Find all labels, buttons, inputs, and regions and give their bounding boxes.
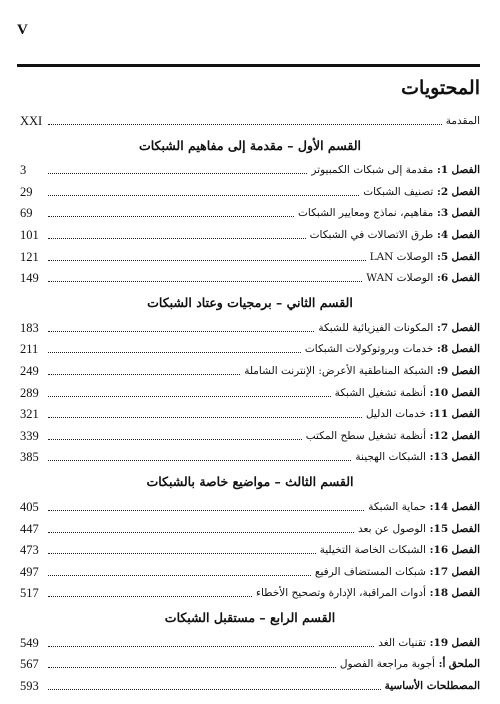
toc-page-number: 69 xyxy=(20,206,33,221)
chapter-title: الشبكات الخاصة التخيلية xyxy=(319,544,426,557)
chapter-colon: : xyxy=(425,636,434,649)
chapter-colon: : xyxy=(425,429,434,442)
chapter-prefix: الفصل xyxy=(451,408,480,421)
toc-entry-label xyxy=(296,204,480,222)
toc-entry-label xyxy=(364,405,480,423)
chapter-number: 18 xyxy=(433,587,449,600)
toc-entry-label xyxy=(338,655,480,673)
chapter-prefix: الفصل xyxy=(451,228,480,241)
toc-entry-chapter-16[interactable] xyxy=(20,538,480,560)
leader-dots xyxy=(48,259,366,261)
chapter-colon: : xyxy=(433,207,441,220)
page-number: V xyxy=(17,22,28,38)
leader-dots xyxy=(48,172,307,174)
chapter-colon: : xyxy=(433,164,441,177)
section-heading: القسم الثاني – برمجيات وعتاد الشبكات xyxy=(147,295,353,311)
toc-page-number: 385 xyxy=(20,450,39,465)
chapter-prefix: الفصل xyxy=(451,185,480,198)
toc-entry-label xyxy=(376,634,480,652)
toc-page-number: 549 xyxy=(20,635,39,650)
chapter-colon: : xyxy=(425,451,434,464)
chapter-number: 5 xyxy=(440,250,449,263)
chapter-number: 1 xyxy=(440,164,449,177)
chapter-title: الوصلات WAN xyxy=(366,272,434,285)
chapter-colon: : xyxy=(433,185,441,198)
section-heading: القسم الأول – مقدمة إلى مفاهيم الشبكات xyxy=(138,137,362,153)
chapter-number: 8 xyxy=(440,343,449,356)
toc-page-number: 447 xyxy=(20,521,39,536)
chapter-colon: : xyxy=(425,386,434,399)
toc-entry-chapter-10[interactable] xyxy=(20,380,480,402)
chapter-prefix: الفصل xyxy=(451,429,480,442)
toc-page-number: 29 xyxy=(20,184,33,199)
toc-entry-chapter-19[interactable] xyxy=(20,630,480,652)
toc-entry-label xyxy=(368,248,480,266)
chapter-title: الشبكات الهجينة xyxy=(355,451,426,464)
toc-entry-chapter-18[interactable] xyxy=(20,581,480,603)
chapter-prefix: الفصل xyxy=(451,164,480,177)
chapter-title: شبكات المستضاف الرفيع xyxy=(314,565,426,578)
toc-entry-chapter-17[interactable] xyxy=(20,559,480,581)
toc-entry-appendix[interactable] xyxy=(20,652,480,674)
chapter-prefix: الفصل xyxy=(451,587,480,600)
chapter-colon: : xyxy=(434,658,443,671)
toc-page-number: 517 xyxy=(20,586,39,601)
chapter-colon: : xyxy=(425,587,434,600)
toc-entry-chapter-3[interactable] xyxy=(20,201,480,223)
chapter-number: 11 xyxy=(433,408,449,421)
toc-page-number: 183 xyxy=(20,320,39,335)
leader-dots xyxy=(48,509,364,511)
toc-page-number: 405 xyxy=(20,499,39,514)
toc-page-number: 149 xyxy=(20,271,39,286)
leader-dots xyxy=(48,395,331,397)
chapter-title: حماية الشبكة xyxy=(368,500,426,513)
chapter-prefix: الفصل xyxy=(451,364,480,377)
toc-page-number: 339 xyxy=(20,428,39,443)
toc-entry-intro[interactable] xyxy=(20,108,480,130)
chapter-number: 19 xyxy=(433,636,449,649)
chapter-prefix: الفصل xyxy=(451,386,480,399)
toc-entry-label xyxy=(318,541,480,559)
toc-entry-label xyxy=(303,340,480,358)
toc-entry-label xyxy=(309,161,480,179)
toc-page-number: XXI xyxy=(20,113,43,128)
chapter-colon: : xyxy=(433,228,441,241)
chapter-title: خدمات الدليل xyxy=(365,408,426,421)
leader-dots xyxy=(48,645,374,647)
toc-entry-label: المقدمة xyxy=(445,114,480,127)
chapter-title: الوصلات LAN xyxy=(369,250,434,263)
chapter-title: الشبكة المناطقية الأعرض: الإنترنت الشاملة xyxy=(244,364,434,377)
chapter-title: أدوات المراقبة، الإدارة وتصحيح الأخطاء xyxy=(256,587,426,600)
leader-dots xyxy=(48,351,301,353)
chapter-title: طرق الاتصالات في الشبكات xyxy=(309,228,434,241)
chapter-title: الوصول عن بعد xyxy=(358,522,426,535)
chapter-prefix: الفصل xyxy=(451,451,480,464)
chapter-title: تصنيف الشبكات xyxy=(363,185,434,198)
toc-page-number: 249 xyxy=(20,363,39,378)
toc-entry-chapter-4[interactable] xyxy=(20,222,480,244)
chapter-number: 2 xyxy=(440,185,449,198)
leader-dots xyxy=(48,280,362,282)
toc-entry-label xyxy=(364,269,480,287)
toc-entry-chapter-11[interactable] xyxy=(20,402,480,424)
toc-entry-chapter-13[interactable] xyxy=(20,445,480,467)
chapter-title: أنظمة تشغيل سطح المكتب xyxy=(305,429,426,442)
chapter-number: 13 xyxy=(433,451,449,464)
toc-entry-label xyxy=(366,498,480,516)
leader-dots xyxy=(48,215,294,217)
toc-entry-chapter-8[interactable] xyxy=(20,337,480,359)
toc-entry-chapter-12[interactable] xyxy=(20,423,480,445)
chapter-prefix: الفصل xyxy=(451,522,480,535)
glossary-label: المصطلحات الأساسية xyxy=(384,680,480,693)
chapter-number: 14 xyxy=(433,500,449,513)
chapter-number: 4 xyxy=(440,228,449,241)
chapter-colon: : xyxy=(425,565,434,578)
toc-page-number: 211 xyxy=(20,342,39,357)
chapter-title: مفاهيم، نماذج ومعايير الشبكات xyxy=(298,207,434,220)
leader-dots xyxy=(48,531,354,533)
leader-dots xyxy=(48,688,381,690)
chapter-number: 7 xyxy=(440,321,449,334)
leader-dots xyxy=(48,595,252,597)
toc-entry-chapter-7[interactable] xyxy=(20,315,480,337)
chapter-colon: : xyxy=(433,272,441,285)
toc-entry-label xyxy=(304,427,480,445)
chapter-prefix: الفصل xyxy=(451,565,480,578)
chapter-title: خدمات وبروتوكولات الشبكات xyxy=(304,343,434,356)
leader-dots xyxy=(48,438,302,440)
leader-dots xyxy=(48,574,311,576)
chapter-colon: : xyxy=(433,321,441,334)
section-heading: القسم الرابع – مستقبل الشبكات xyxy=(164,610,336,626)
chapter-number: 15 xyxy=(433,522,449,535)
chapter-colon: : xyxy=(425,544,434,557)
toc-entry-label xyxy=(333,384,480,402)
toc-page-number: 473 xyxy=(20,543,39,558)
chapter-colon: : xyxy=(425,408,434,421)
toc-page-number: 101 xyxy=(20,227,39,242)
toc-entry-label xyxy=(313,563,480,581)
toc-entry-label xyxy=(353,448,480,466)
chapter-title: المكونات الفيزيائية للشبكة xyxy=(318,321,434,334)
chapter-prefix: الملحق xyxy=(448,658,480,671)
chapter-title: تقنيات الغد xyxy=(378,636,426,649)
chapter-number: 17 xyxy=(433,565,449,578)
leader-dots xyxy=(48,373,240,375)
toc-entry-label xyxy=(254,584,480,602)
chapter-colon: : xyxy=(433,343,441,356)
toc-entry-glossary[interactable] xyxy=(20,673,480,695)
toc-entry-chapter-6[interactable] xyxy=(20,266,480,288)
chapter-number: 10 xyxy=(433,386,449,399)
leader-dots xyxy=(48,194,359,196)
chapter-prefix: الفصل xyxy=(451,272,480,285)
toc-page-number: 593 xyxy=(20,679,39,694)
chapter-prefix: الفصل xyxy=(451,207,480,220)
toc-entry-chapter-9[interactable] xyxy=(20,358,480,380)
chapter-colon: : xyxy=(425,522,434,535)
leader-dots xyxy=(48,552,316,554)
toc-page-number: 3 xyxy=(20,163,27,178)
chapter-number: 9 xyxy=(440,364,449,377)
chapter-prefix: الفصل xyxy=(451,544,480,557)
chapter-number: أ xyxy=(442,658,446,671)
toc-entry-label xyxy=(308,226,480,244)
toc-entry-chapter-2[interactable] xyxy=(20,179,480,201)
leader-dots xyxy=(48,330,314,332)
chapter-title: مقدمة إلى شبكات الكمبيوتر xyxy=(311,164,434,177)
chapter-number: 12 xyxy=(433,429,449,442)
leader-dots xyxy=(48,123,442,125)
chapter-colon: : xyxy=(433,364,441,377)
section-heading: القسم الثالث – مواضيع خاصة بالشبكات xyxy=(146,474,354,490)
toc-entry-chapter-5[interactable] xyxy=(20,244,480,266)
chapter-number: 3 xyxy=(440,207,449,220)
chapter-number: 16 xyxy=(433,544,449,557)
chapter-prefix: الفصل xyxy=(451,321,480,334)
toc-entry-label xyxy=(242,362,480,380)
leader-dots xyxy=(48,237,306,239)
toc-page-number: 321 xyxy=(20,407,39,422)
leader-dots xyxy=(48,666,336,668)
toc-entry-chapter-14[interactable] xyxy=(20,494,480,516)
toc-page-number: 121 xyxy=(20,249,39,264)
header-rule xyxy=(17,64,480,67)
chapter-prefix: الفصل xyxy=(451,636,480,649)
toc-page-number: 497 xyxy=(20,564,39,579)
chapter-title: أجوبة مراجعة الفصول xyxy=(339,658,435,671)
toc-entry-chapter-15[interactable] xyxy=(20,516,480,538)
table-of-contents xyxy=(20,108,480,695)
toc-entry-label xyxy=(383,677,480,695)
chapter-prefix: الفصل xyxy=(451,250,480,263)
chapter-title: أنظمة تشغيل الشبكة xyxy=(334,386,426,399)
chapter-colon: : xyxy=(433,250,441,263)
toc-page-number: 567 xyxy=(20,657,39,672)
chapter-prefix: الفصل xyxy=(451,343,480,356)
page-title: المحتويات xyxy=(401,77,480,99)
toc-entry-label xyxy=(356,520,480,538)
chapter-number: 6 xyxy=(440,272,449,285)
toc-entry-chapter-1[interactable] xyxy=(20,158,480,180)
leader-dots xyxy=(48,459,351,461)
toc-entry-label xyxy=(316,319,480,337)
toc-entry-label xyxy=(361,183,480,201)
chapter-prefix: الفصل xyxy=(451,500,480,513)
toc-page-number: 289 xyxy=(20,385,39,400)
leader-dots xyxy=(48,416,362,418)
chapter-colon: : xyxy=(425,500,434,513)
